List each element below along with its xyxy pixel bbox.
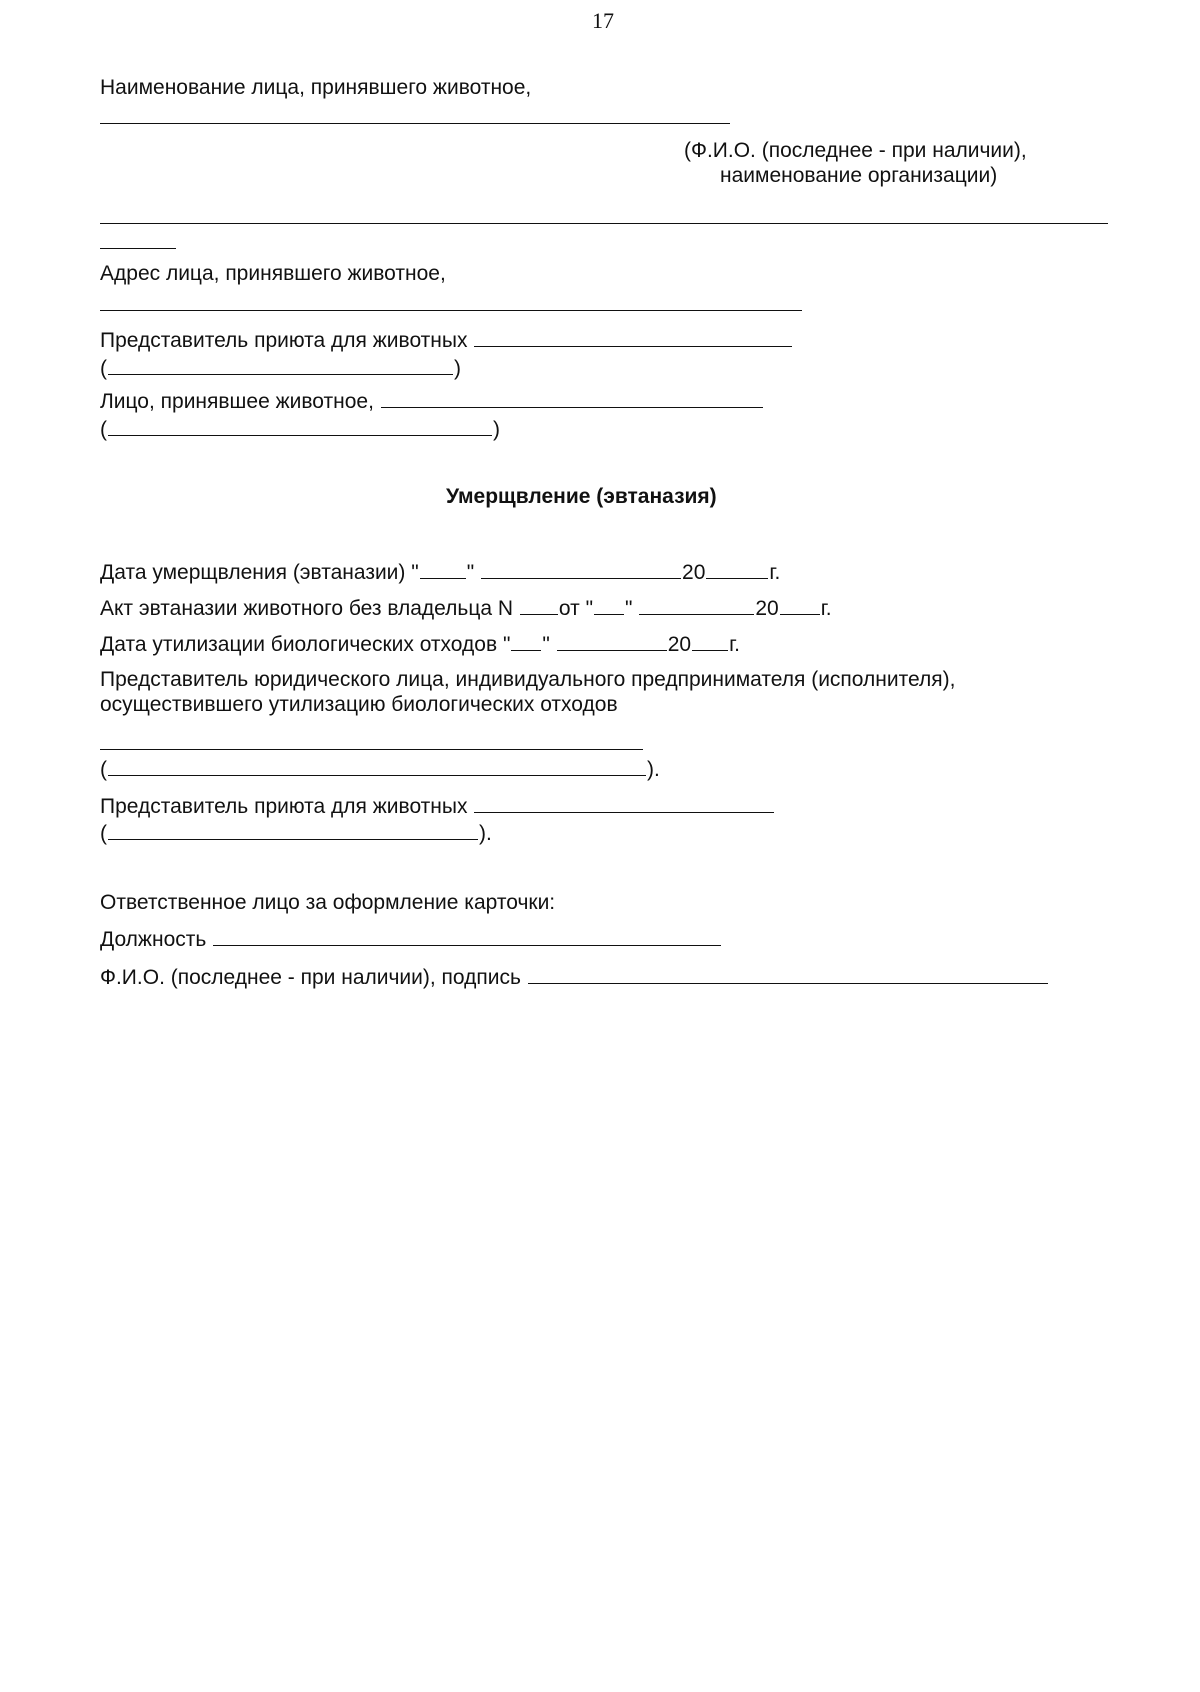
from-word: от "	[558, 597, 594, 621]
year-prefix: 20	[682, 561, 706, 585]
recipient-name-continuation-field-short[interactable]	[100, 248, 176, 249]
recipient-name-label: Наименование лица, принявшего животное,	[100, 76, 532, 99]
disposal-rep-label-line2: осуществившего утилизацию биологических отходов	[100, 693, 618, 716]
recipient-person-name-field[interactable]	[108, 413, 492, 436]
recipient-person-name-row	[100, 413, 500, 443]
euthanasia-act-number-field[interactable]	[520, 592, 558, 615]
shelter-rep-transfer-signature-field[interactable]	[474, 324, 792, 347]
euthanasia-date-row	[100, 556, 780, 586]
euthanasia-act-year-field[interactable]	[780, 592, 820, 615]
disposal-rep-signature-field[interactable]	[100, 749, 643, 750]
name-signature-label: Ф.И.О. (последнее - при наличии), подпись	[100, 966, 521, 990]
open-paren: (	[100, 357, 107, 381]
euthanasia-month-field[interactable]	[481, 556, 681, 579]
shelter-rep-euthanasia-row	[100, 790, 775, 820]
shelter-rep-euthanasia-name-row	[100, 817, 492, 847]
disposal-rep-name-field[interactable]	[108, 753, 646, 776]
shelter-rep-transfer-name-row	[100, 352, 461, 382]
disposal-month-field[interactable]	[557, 628, 667, 651]
shelter-rep-euthanasia-name-field[interactable]	[108, 817, 478, 840]
recipient-address-field[interactable]	[100, 310, 802, 311]
euthanasia-act-label: Акт эвтаназии животного без владельца N	[100, 597, 514, 621]
name-signature-row	[100, 961, 1049, 991]
euthanasia-title: Умерщвление (эвтаназия)	[446, 485, 717, 508]
euthanasia-act-row	[100, 592, 832, 622]
recipient-person-row	[100, 385, 764, 415]
close-paren-dot: ).	[479, 822, 492, 846]
year-suffix: г.	[820, 597, 832, 621]
disposal-rep-name-row	[100, 753, 660, 783]
disposal-date-row	[100, 628, 740, 658]
close-paren-dot: ).	[647, 758, 660, 782]
open-paren: (	[100, 822, 107, 846]
quote: "	[466, 561, 475, 585]
recipient-name-hint-line2: наименование организации)	[720, 164, 998, 187]
recipient-address-label: Адрес лица, принявшего животное,	[100, 262, 446, 285]
open-paren: (	[100, 758, 107, 782]
euthanasia-date-label: Дата умерщвления (эвтаназии) "	[100, 561, 419, 585]
quote: "	[625, 597, 633, 621]
shelter-rep-euthanasia-signature-field[interactable]	[474, 790, 774, 813]
year-suffix: г.	[729, 633, 741, 657]
euthanasia-year-field[interactable]	[706, 556, 768, 579]
position-row	[100, 923, 722, 953]
disposal-rep-label-line1: Представитель юридического лица, индивидуального предпринимателя (исполнителя),	[100, 668, 956, 691]
page-number: 17	[592, 8, 614, 33]
year-prefix: 20	[667, 633, 692, 657]
disposal-date-label: Дата утилизации биологических отходов "	[100, 633, 511, 657]
year-prefix: 20	[755, 597, 779, 621]
position-label: Должность	[100, 928, 207, 952]
disposal-day-field[interactable]	[511, 628, 541, 651]
euthanasia-act-month-field[interactable]	[639, 592, 754, 615]
year-suffix: г.	[769, 561, 781, 585]
recipient-name-field[interactable]	[100, 123, 730, 124]
recipient-person-label: Лицо, принявшее животное,	[100, 390, 374, 414]
quote: "	[542, 633, 550, 657]
responsible-heading: Ответственное лицо за оформление карточки:	[100, 891, 556, 914]
position-field[interactable]	[213, 923, 721, 946]
disposal-year-field[interactable]	[692, 628, 728, 651]
open-paren: (	[100, 418, 107, 442]
recipient-person-signature-field[interactable]	[381, 385, 763, 408]
close-paren: )	[454, 357, 461, 381]
name-signature-field[interactable]	[528, 961, 1048, 984]
shelter-rep-euthanasia-label: Представитель приюта для животных	[100, 795, 468, 819]
close-paren: )	[493, 418, 500, 442]
recipient-name-continuation-field[interactable]	[100, 223, 1108, 224]
euthanasia-day-field[interactable]	[420, 556, 466, 579]
euthanasia-act-day-field[interactable]	[594, 592, 624, 615]
shelter-rep-transfer-row	[100, 324, 793, 354]
shelter-rep-transfer-name-field[interactable]	[108, 352, 453, 375]
recipient-name-hint-line1: (Ф.И.О. (последнее - при наличии),	[684, 139, 1027, 162]
shelter-rep-transfer-label: Представитель приюта для животных	[100, 329, 468, 353]
